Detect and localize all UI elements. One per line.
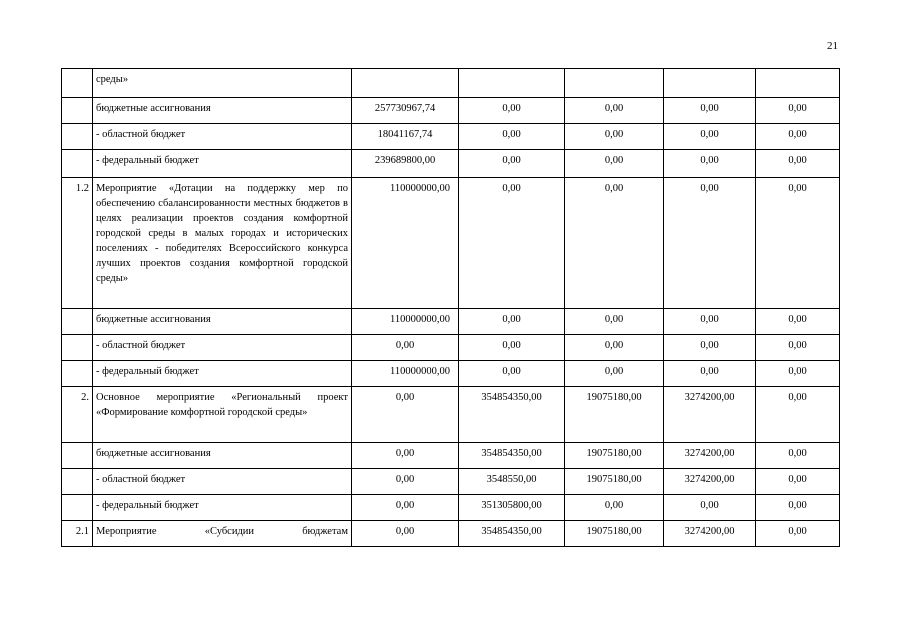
- value-cell: [565, 69, 664, 98]
- value-cell: 0,00: [664, 98, 756, 124]
- value-cell: 0,00: [756, 443, 840, 469]
- row-name: Мероприятие «Дотации на поддержку мер по обеспечению сбалансированности местных бюджетов в целях реализации проектов создания комфортной городской среды в малых городах и исторических поселениях - победителях Всероссийского конкурса лучших проектов создания комфортной городской среды»: [93, 178, 352, 309]
- value-cell: 0,00: [352, 495, 459, 521]
- value-cell: 19075180,00: [565, 387, 664, 443]
- row-number: [62, 124, 93, 150]
- value-cell: 0,00: [756, 178, 840, 309]
- value-cell: 0,00: [756, 150, 840, 178]
- value-cell: 0,00: [459, 309, 565, 335]
- budget-table: [61, 68, 840, 547]
- value-cell: 0,00: [756, 521, 840, 547]
- value-cell: 0,00: [459, 335, 565, 361]
- table-row: [62, 443, 840, 469]
- row-number: 1.2: [62, 178, 93, 309]
- row-name: бюджетные ассигнования: [93, 309, 352, 335]
- value-cell: 0,00: [664, 178, 756, 309]
- table-row: [62, 495, 840, 521]
- row-name: - федеральный бюджет: [93, 361, 352, 387]
- row-name: бюджетные ассигнования: [93, 443, 352, 469]
- row-name: - областной бюджет: [93, 124, 352, 150]
- value-cell: 0,00: [352, 335, 459, 361]
- value-cell: 0,00: [459, 124, 565, 150]
- row-number: [62, 309, 93, 335]
- value-cell: 19075180,00: [565, 469, 664, 495]
- value-cell: 0,00: [352, 387, 459, 443]
- value-cell: 0,00: [459, 150, 565, 178]
- value-cell: 0,00: [756, 495, 840, 521]
- value-cell: 0,00: [565, 150, 664, 178]
- value-cell: 0,00: [756, 309, 840, 335]
- value-cell: 239689800,00: [352, 150, 459, 178]
- value-cell: 0,00: [565, 309, 664, 335]
- value-cell: 0,00: [565, 178, 664, 309]
- row-name: среды»: [93, 69, 352, 98]
- value-cell: 354854350,00: [459, 387, 565, 443]
- table-row: [62, 69, 840, 98]
- row-number: [62, 443, 93, 469]
- value-cell: 0,00: [664, 361, 756, 387]
- row-number: [62, 469, 93, 495]
- value-cell: 110000000,00: [352, 178, 459, 309]
- row-name: Мероприятие «Субсидии бюджетам: [93, 521, 352, 547]
- value-cell: 0,00: [565, 124, 664, 150]
- value-cell: 18041167,74: [352, 124, 459, 150]
- value-cell: [756, 69, 840, 98]
- table-row: [62, 521, 840, 547]
- value-cell: 3548550,00: [459, 469, 565, 495]
- value-cell: 3274200,00: [664, 521, 756, 547]
- table-row: [62, 98, 840, 124]
- row-number: 2.1: [62, 521, 93, 547]
- row-name: Основное мероприятие «Региональный проект «Формирование комфортной городской среды»: [93, 387, 352, 443]
- table-row: [62, 335, 840, 361]
- value-cell: 0,00: [565, 495, 664, 521]
- value-cell: 0,00: [756, 387, 840, 443]
- value-cell: 0,00: [459, 361, 565, 387]
- row-name: - федеральный бюджет: [93, 495, 352, 521]
- row-number: [62, 335, 93, 361]
- value-cell: 0,00: [352, 469, 459, 495]
- row-number: 2.: [62, 387, 93, 443]
- value-cell: 354854350,00: [459, 521, 565, 547]
- value-cell: 0,00: [664, 335, 756, 361]
- value-cell: 0,00: [565, 361, 664, 387]
- value-cell: 3274200,00: [664, 387, 756, 443]
- value-cell: [664, 69, 756, 98]
- value-cell: 0,00: [756, 361, 840, 387]
- value-cell: 0,00: [756, 124, 840, 150]
- row-name: - областной бюджет: [93, 469, 352, 495]
- row-name: - федеральный бюджет: [93, 150, 352, 178]
- value-cell: 0,00: [756, 469, 840, 495]
- row-name: - областной бюджет: [93, 335, 352, 361]
- value-cell: 0,00: [664, 309, 756, 335]
- table-row: [62, 309, 840, 335]
- value-cell: 0,00: [664, 124, 756, 150]
- value-cell: 0,00: [352, 443, 459, 469]
- row-number: [62, 361, 93, 387]
- value-cell: 0,00: [756, 335, 840, 361]
- value-cell: 110000000,00: [352, 309, 459, 335]
- value-cell: 257730967,74: [352, 98, 459, 124]
- table-row: [62, 469, 840, 495]
- value-cell: 0,00: [459, 98, 565, 124]
- value-cell: 3274200,00: [664, 469, 756, 495]
- value-cell: 0,00: [664, 150, 756, 178]
- value-cell: 3274200,00: [664, 443, 756, 469]
- value-cell: 0,00: [565, 98, 664, 124]
- value-cell: 0,00: [459, 178, 565, 309]
- table-row: [62, 361, 840, 387]
- value-cell: 110000000,00: [352, 361, 459, 387]
- page-number: 21: [827, 40, 838, 52]
- value-cell: [352, 69, 459, 98]
- table-row: [62, 387, 840, 443]
- value-cell: 0,00: [664, 495, 756, 521]
- value-cell: 351305800,00: [459, 495, 565, 521]
- value-cell: 19075180,00: [565, 521, 664, 547]
- value-cell: [459, 69, 565, 98]
- row-number: [62, 150, 93, 178]
- table-row: [62, 150, 840, 178]
- row-number: [62, 98, 93, 124]
- value-cell: 19075180,00: [565, 443, 664, 469]
- value-cell: 0,00: [565, 335, 664, 361]
- value-cell: 354854350,00: [459, 443, 565, 469]
- table-row: [62, 178, 840, 309]
- table-row: [62, 124, 840, 150]
- value-cell: 0,00: [756, 98, 840, 124]
- row-name: бюджетные ассигнования: [93, 98, 352, 124]
- value-cell: 0,00: [352, 521, 459, 547]
- row-number: [62, 495, 93, 521]
- row-number: [62, 69, 93, 98]
